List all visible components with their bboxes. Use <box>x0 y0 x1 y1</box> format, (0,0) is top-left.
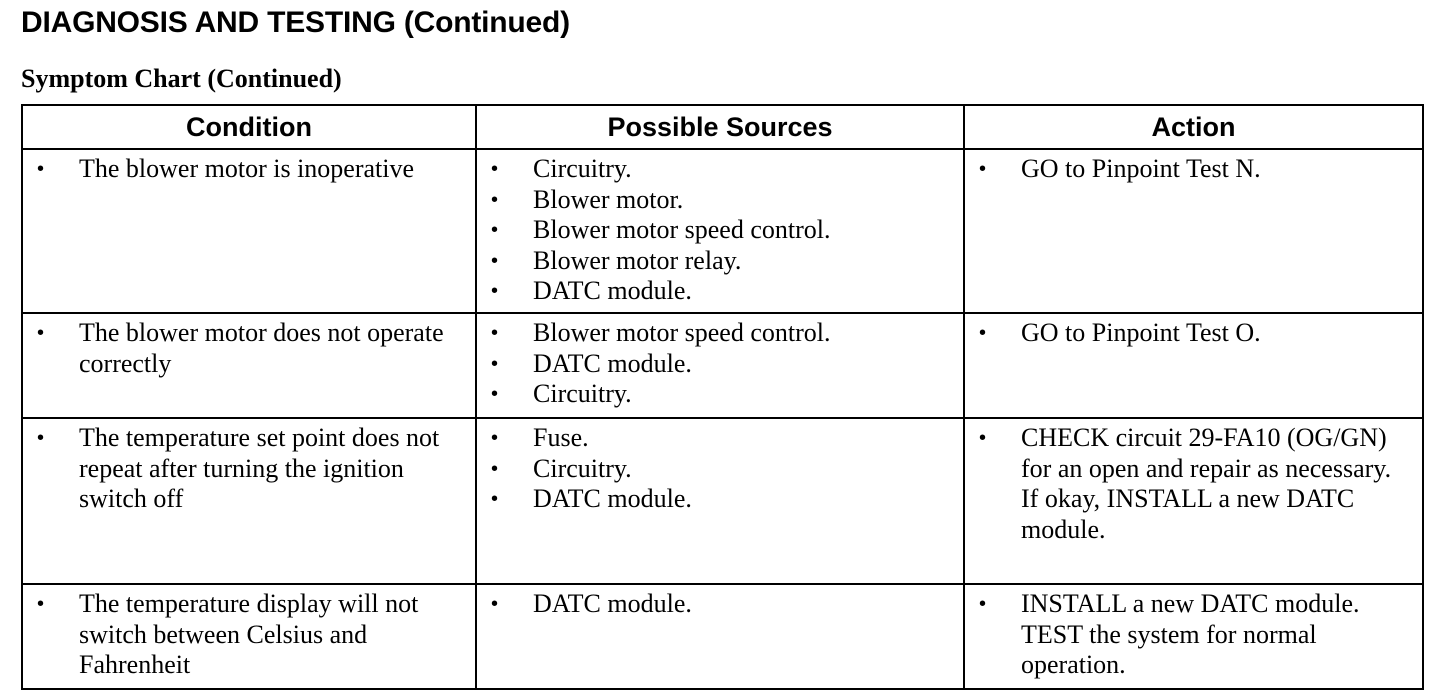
table-row <box>22 149 1423 313</box>
condition-cell <box>22 584 476 689</box>
table-row <box>22 418 1423 584</box>
list-item <box>965 318 1422 349</box>
list-item <box>477 379 963 410</box>
list-item <box>477 154 963 185</box>
bullet-icon: • <box>979 322 987 344</box>
table-row <box>22 313 1423 418</box>
action-cell <box>964 584 1423 689</box>
sources-cell <box>476 313 964 418</box>
action-text: GO to Pinpoint Test N. <box>1021 154 1261 183</box>
source-text: DATC module. <box>533 589 692 618</box>
source-text: Blower motor relay. <box>533 245 742 275</box>
condition-text: The temperature display will not switch between Celsius and Fahrenheit <box>79 589 419 679</box>
condition-cell <box>22 149 476 313</box>
section-title: Symptom Chart (Continued) <box>21 64 342 93</box>
source-text: Circuitry. <box>533 154 632 183</box>
bullet-icon: • <box>491 249 499 272</box>
source-text: DATC module. <box>533 484 692 513</box>
source-text: Blower motor. <box>533 184 684 214</box>
bullet-icon: • <box>491 488 499 510</box>
list-item <box>477 423 963 454</box>
bullet-icon: • <box>491 427 499 449</box>
condition-text: The blower motor is inoperative <box>79 154 415 183</box>
list-item <box>23 154 475 185</box>
column-header-action: Action <box>964 105 1423 149</box>
page-title: DIAGNOSIS AND TESTING (Continued) <box>21 6 570 39</box>
bullet-icon: • <box>491 593 499 615</box>
sources-cell <box>476 149 964 313</box>
action-text: INSTALL a new DATC module. TEST the system for normal operation. <box>1021 589 1360 679</box>
action-text: GO to Pinpoint Test O. <box>1021 318 1261 347</box>
list-item <box>477 215 963 246</box>
bullet-icon: • <box>979 158 987 180</box>
list-item <box>965 154 1422 185</box>
list-item <box>477 318 963 349</box>
list-item <box>477 246 963 277</box>
table-header-row <box>22 105 1423 149</box>
bullet-icon: • <box>491 457 499 480</box>
sources-cell <box>476 418 964 584</box>
action-cell <box>964 313 1423 418</box>
column-header-possible-sources: Possible Sources <box>476 105 964 149</box>
column-header-condition: Condition <box>22 105 476 149</box>
action-text: CHECK circuit 29-FA10 (OG/GN) for an open and repair as necessary. If okay, INSTALL a new DATC module. <box>1021 423 1392 544</box>
bullet-icon: • <box>491 322 499 344</box>
action-cell <box>964 149 1423 313</box>
list-item <box>23 423 475 515</box>
list-item <box>477 276 963 307</box>
list-item <box>23 318 475 379</box>
bullet-icon: • <box>491 158 499 180</box>
source-text: Circuitry. <box>533 379 632 408</box>
bullet-icon: • <box>491 352 499 375</box>
symptom-chart-table <box>21 104 1424 690</box>
bullet-icon: • <box>37 427 45 449</box>
source-text: DATC module. <box>533 276 692 305</box>
bullet-icon: • <box>37 322 45 344</box>
bullet-icon: • <box>37 593 45 615</box>
bullet-icon: • <box>979 427 987 449</box>
condition-cell <box>22 418 476 584</box>
bullet-icon: • <box>491 219 499 241</box>
bullet-icon: • <box>979 593 987 615</box>
list-item <box>477 349 963 380</box>
bullet-icon: • <box>491 188 499 211</box>
condition-text: The temperature set point does not repeat after turning the ignition switch off <box>79 423 440 513</box>
condition-text: The blower motor does not operate correctly <box>79 318 444 378</box>
list-item <box>23 589 475 681</box>
list-item <box>965 589 1422 681</box>
source-text: DATC module. <box>533 348 692 378</box>
sources-cell <box>476 584 964 689</box>
list-item <box>477 454 963 485</box>
source-text: Blower motor speed control. <box>533 215 831 244</box>
bullet-icon: • <box>491 280 499 302</box>
table-row <box>22 584 1423 689</box>
list-item <box>965 423 1422 545</box>
condition-cell <box>22 313 476 418</box>
list-item <box>477 185 963 216</box>
list-item <box>477 484 963 515</box>
bullet-icon: • <box>37 158 45 180</box>
source-text: Circuitry. <box>533 453 632 483</box>
bullet-icon: • <box>491 383 499 405</box>
source-text: Fuse. <box>533 423 589 452</box>
list-item <box>477 589 963 620</box>
action-cell <box>964 418 1423 584</box>
source-text: Blower motor speed control. <box>533 318 831 347</box>
